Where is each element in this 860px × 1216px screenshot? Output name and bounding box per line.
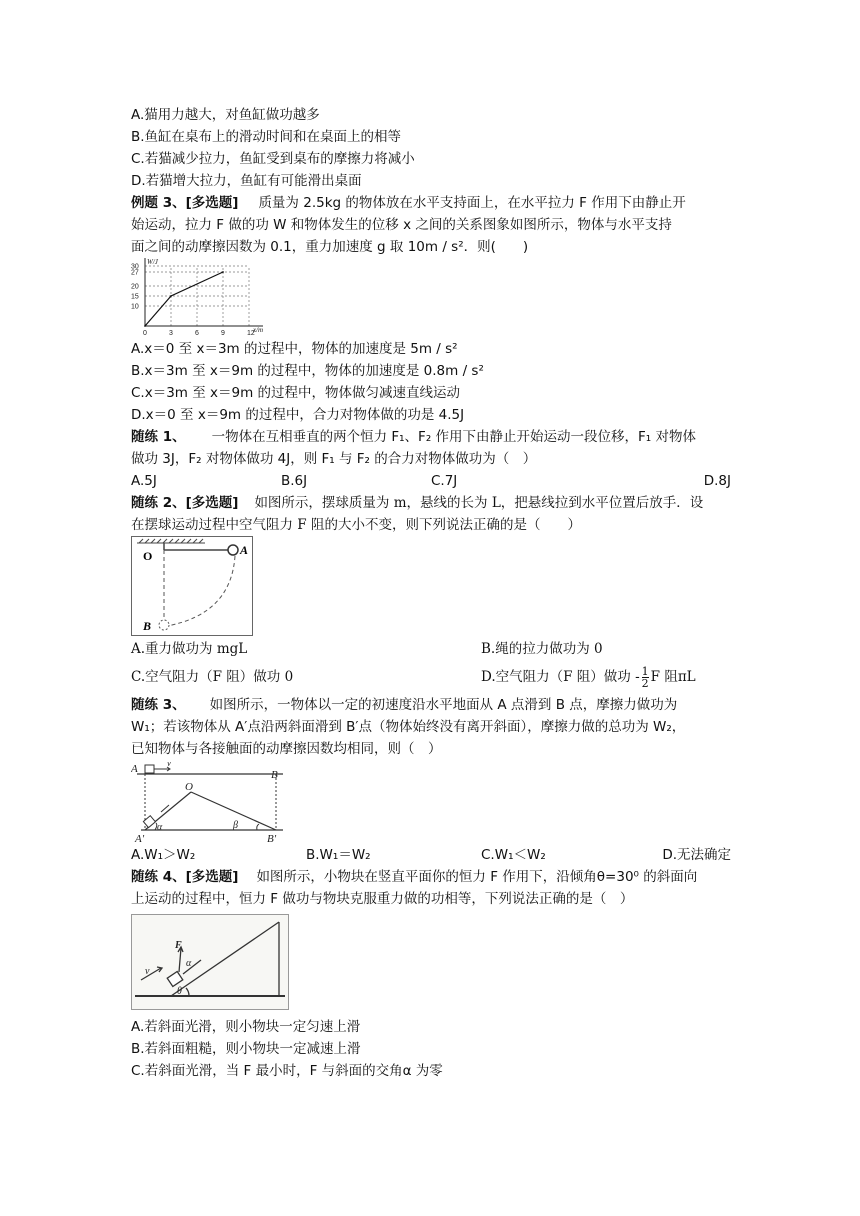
practice-2-option-a: A.重力做功为 mgL — [131, 641, 248, 657]
practice-4-option-a: A.若斜面光滑，则小物块一定匀速上滑 — [131, 1019, 361, 1035]
practice-4-option-c: C.若斜面光滑，当 F 最小时，F 与斜面的交角α 为零 — [131, 1063, 443, 1079]
x-tick-label: 0 — [143, 330, 147, 337]
y-axis-label: W/J — [147, 258, 158, 266]
y-tick-label: 10 — [131, 303, 139, 311]
practice-3-stem-1: 如图所示，一物体以一定的初速度沿水平地面从 A 点滑到 B 点，摩擦力做功为 — [209, 697, 678, 713]
series-line — [145, 272, 223, 326]
work-displacement-chart — [131, 258, 271, 338]
x-tick-label: 9 — [221, 330, 225, 337]
data-point — [144, 325, 146, 327]
practice-2-option-d-post: F 阻πL — [650, 669, 696, 685]
fraction-denominator: 2 — [641, 677, 649, 690]
velocity-label: v — [167, 762, 171, 768]
practice-2-options-ab — [131, 638, 731, 660]
practice-1-stem — [131, 426, 731, 448]
example-3-option-b: B.x＝3m 至 x＝9m 的过程中，物体的加速度是 0.8m / s² — [131, 363, 484, 379]
example-3-stem-1: 质量为 2.5kg 的物体放在水平支持面上，在水平拉力 F 作用下由静止开 — [258, 195, 686, 211]
x-tick-label: 6 — [195, 330, 199, 337]
practice-1-option-b: B.6J — [281, 473, 308, 489]
data-point — [170, 295, 172, 297]
y-tick-label: 15 — [131, 293, 139, 301]
alpha-label: α — [186, 958, 192, 969]
practice-3-stem — [131, 694, 731, 716]
practice-2-tag: 随练 2、[多选题] — [131, 495, 239, 511]
option-c: C.若猫减少拉力，鱼缸受到桌布的摩擦力将减小 — [131, 151, 415, 167]
alpha-label: α — [157, 822, 163, 833]
point-a-prime-label: A′ — [135, 833, 145, 844]
practice-3-stem-3: 已知物体与各接触面的动摩擦因数均相同，则（ ） — [131, 741, 442, 757]
document-page — [131, 104, 731, 1082]
practice-2-option-d — [481, 662, 696, 692]
practice-3-option-c: C.W₁＜W₂ — [481, 847, 546, 863]
practice-3-option-b: B.W₁＝W₂ — [306, 847, 371, 863]
point-a-label: A — [240, 543, 249, 557]
beta-label: β — [233, 820, 238, 831]
point-b-label: B — [143, 619, 152, 633]
data-point — [222, 271, 224, 273]
practice-2-options-cd — [131, 662, 731, 692]
y-tick-label: 27 — [131, 269, 139, 277]
point-o-label: O — [143, 549, 153, 563]
two-slopes-figure — [131, 762, 291, 844]
practice-1-option-d: D.8J — [703, 473, 731, 489]
fraction-numerator: 1 — [641, 665, 649, 678]
option-d: D.若猫增大拉力，鱼缸有可能滑出桌面 — [131, 173, 362, 189]
point-b-label: B — [271, 769, 278, 781]
practice-3-stem-2: W₁；若该物体从 A′点沿两斜面滑到 B′点（物体始终没有离开斜面），摩擦力做的总功为 W₂， — [131, 719, 686, 735]
practice-1-options — [131, 470, 731, 492]
example-3-option-a: A.x＝0 至 x＝3m 的过程中，物体的加速度是 5m / s² — [131, 341, 458, 357]
example-3-stem — [131, 192, 731, 214]
practice-1-tag: 随练 1、 — [131, 429, 186, 445]
practice-2-option-d-pre: D.空气阻力（F 阻）做功 - — [481, 669, 640, 685]
practice-2-stem-2: 在摆球运动过程中空气阻力 F 阻的大小不变，则下列说法正确的是（ ） — [131, 517, 581, 533]
practice-4-tag: 随练 4、[多选题] — [131, 869, 239, 885]
practice-4-stem-2: 上运动的过程中，恒力 F 做功与物块克服重力做的功相等，下列说法正确的是（ ） — [131, 891, 634, 907]
practice-1-option-a: A.5J — [131, 473, 157, 489]
practice-4-stem — [131, 866, 731, 888]
example-3-stem-3: 面之间的动摩擦因数为 0.1，重力加速度 g 取 10m / s²．则( ) — [131, 239, 529, 255]
point-a-label: A — [131, 763, 138, 775]
theta-label: θ — [177, 986, 182, 997]
practice-2-option-c: C.空气阻力（F 阻）做功 0 — [131, 669, 294, 685]
example-3-option-c: C.x＝3m 至 x＝9m 的过程中，物体做匀减速直线运动 — [131, 385, 461, 401]
x-axis-label: x/m — [253, 326, 264, 334]
practice-4-option-b: B.若斜面粗糙，则小物块一定减速上滑 — [131, 1041, 361, 1057]
practice-1-stem-2: 做功 3J，F₂ 对物体做功 4J，则 F₁ 与 F₂ 的合力对物体做功为（ ） — [131, 451, 537, 467]
fraction-one-half — [642, 666, 649, 689]
option-b: B.鱼缸在桌布上的滑动时间和在桌面上的相等 — [131, 129, 402, 145]
example-3-tag: 例题 3、[多选题] — [131, 195, 239, 211]
practice-2-stem — [131, 492, 731, 514]
practice-2-option-b: B.绳的拉力做功为 0 — [481, 641, 603, 657]
practice-2-stem-1: 如图所示，摆球质量为 m，悬线的长为 L，把悬线拉到水平位置后放手．设 — [254, 495, 704, 511]
pendulum-figure — [131, 536, 253, 636]
practice-3-tag: 随练 3、 — [131, 697, 186, 713]
x-tick-label: 3 — [169, 330, 173, 337]
y-tick-label: 30 — [131, 263, 139, 271]
x-tick-label: 12 — [247, 330, 255, 337]
velocity-label: v — [145, 966, 150, 977]
example-3-stem-2: 始运动，拉力 F 做的功 W 和物体发生的位移 x 之间的关系图象如图所示，物体与水平支持 — [131, 217, 672, 233]
practice-3-option-d: D.无法确定 — [662, 847, 731, 863]
practice-1-stem-1: 一物体在互相垂直的两个恒力 F₁、F₂ 作用下由静止开始运动一段位移，F₁ 对物体 — [211, 429, 696, 445]
force-label: F — [175, 940, 182, 951]
practice-3-options — [131, 844, 731, 866]
practice-1-option-c: C.7J — [431, 473, 458, 489]
point-o-label: O — [185, 781, 193, 793]
practice-4-stem-1: 如图所示，小物块在竖直平面你的恒力 F 作用下，沿倾角θ=30⁰ 的斜面向 — [256, 869, 698, 885]
y-tick-label: 20 — [131, 283, 139, 291]
practice-3-option-a: A.W₁＞W₂ — [131, 847, 196, 863]
point-b-prime-label: B′ — [267, 833, 277, 844]
example-3-option-d: D.x＝0 至 x＝9m 的过程中，合力对物体做的功是 4.5J — [131, 407, 465, 423]
incline-figure — [131, 914, 289, 1010]
option-a: A.猫用力越大，对鱼缸做功越多 — [131, 107, 320, 123]
